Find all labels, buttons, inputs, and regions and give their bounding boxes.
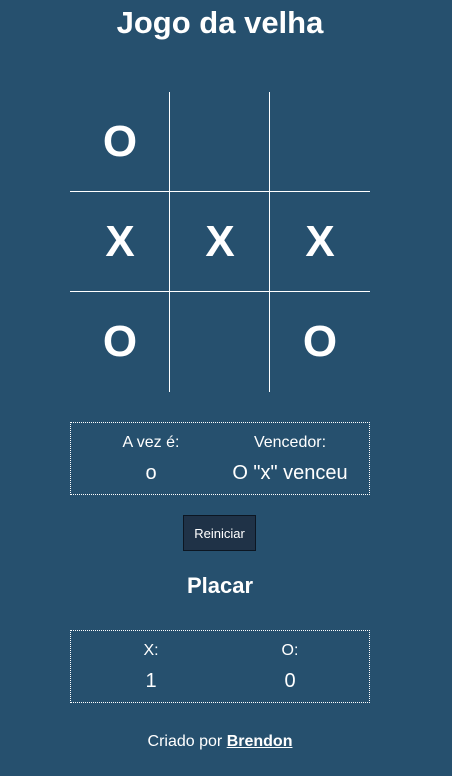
board-cell-3[interactable] (270, 92, 370, 192)
score-o-label: O: (281, 642, 299, 659)
board-cell-4[interactable]: X (105, 217, 135, 266)
board-cell-5[interactable]: X (205, 217, 235, 266)
footer-prefix: Criado por (147, 733, 223, 750)
author-link[interactable]: Brendon (226, 733, 293, 750)
board-cell-1[interactable]: O (102, 117, 138, 166)
restart-button[interactable]: Reiniciar (183, 515, 256, 551)
board-cell-2[interactable] (170, 92, 270, 192)
winner-value: O "x" venceu (232, 462, 348, 484)
score-x-label: X: (143, 642, 159, 659)
winner-label: Vencedor: (253, 434, 327, 451)
score-x-value: 1 (145, 670, 157, 692)
board-cell-6[interactable]: X (305, 217, 335, 266)
page-title: Jogo da velha (116, 5, 324, 40)
board-cell-8[interactable] (170, 292, 270, 392)
game-board (70, 92, 370, 392)
score-panel (70, 630, 370, 703)
board-cell-7[interactable]: O (102, 317, 138, 366)
footer (0, 732, 440, 752)
board-cell-9[interactable]: O (302, 317, 338, 366)
turn-label: A vez é: (122, 434, 180, 451)
score-heading: Placar (186, 573, 254, 598)
status-panel (70, 422, 370, 495)
turn-value: o (145, 462, 157, 484)
score-o-value: 0 (284, 670, 296, 692)
